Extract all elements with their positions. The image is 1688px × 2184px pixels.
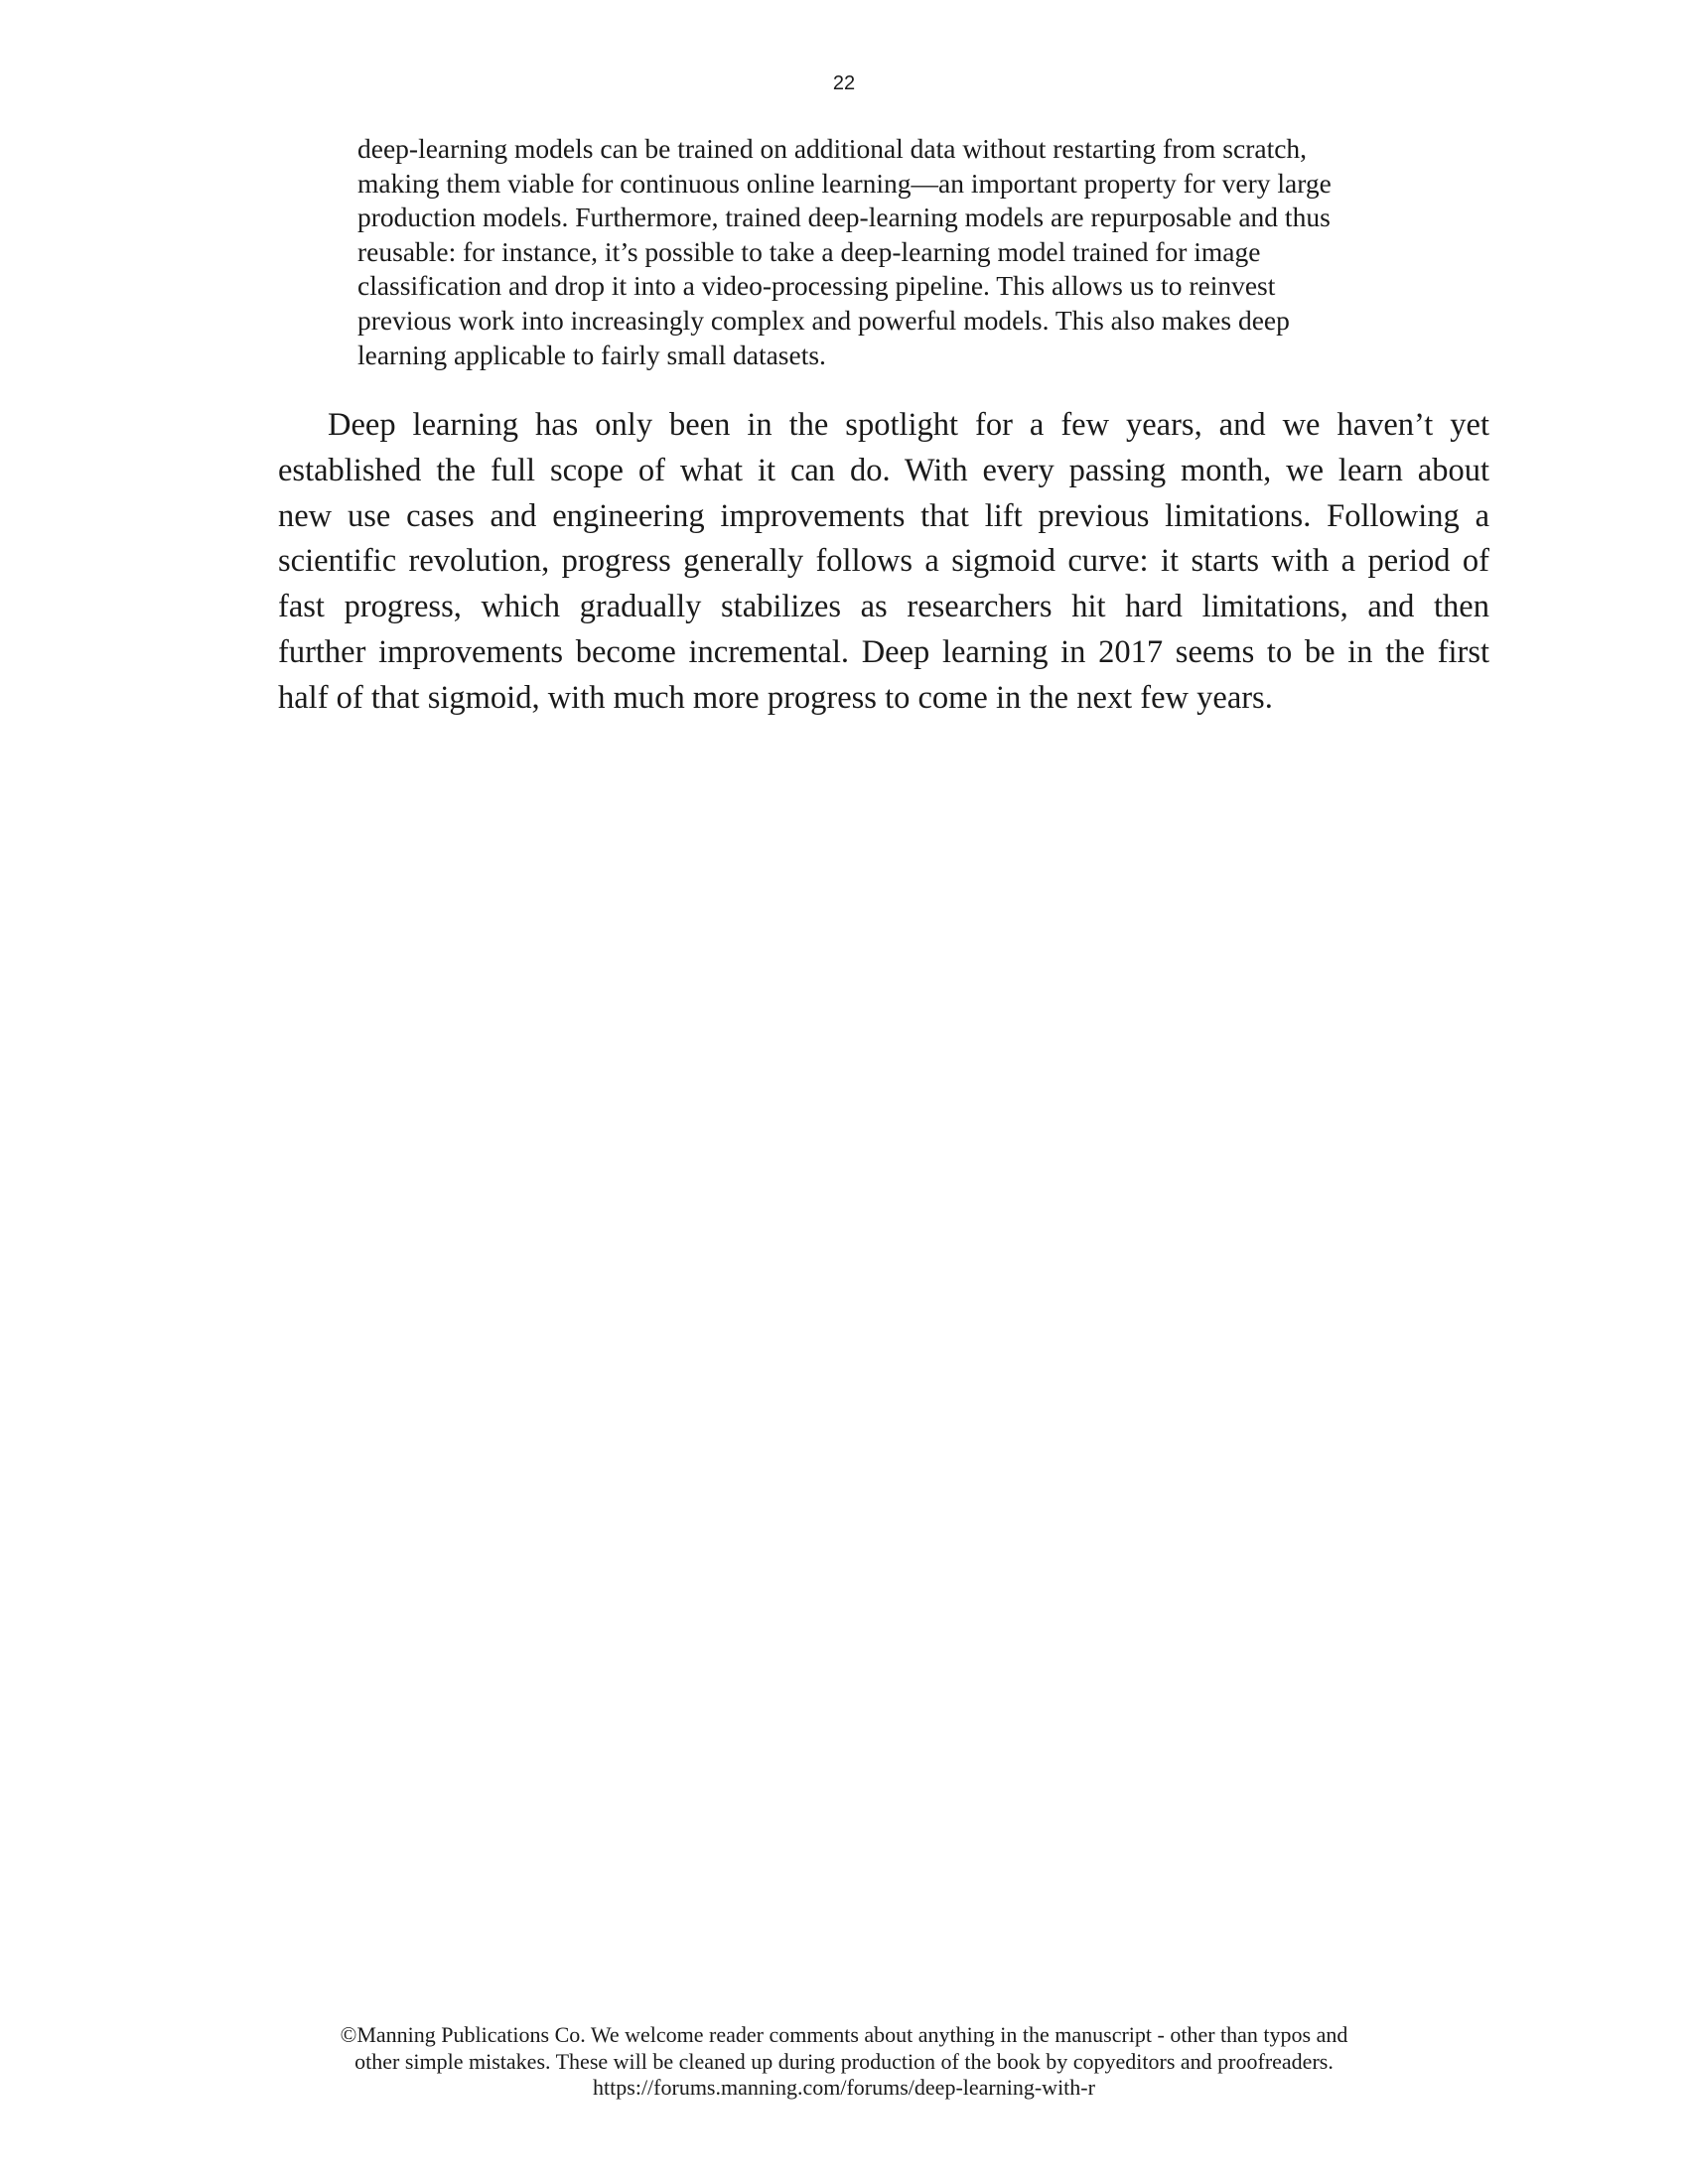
forum-url: https://forums.manning.com/forums/deep-learning-with-r [593, 2075, 1095, 2100]
indented-block-paragraph [357, 132, 1470, 372]
page-number: 22 [832, 72, 856, 94]
copyright-footer [0, 2022, 1688, 2102]
block-line: making them viable for continuous online learning—an important property for very large [357, 167, 1332, 199]
body-line: fast progress, which gradually stabilizes as researchers hit hard limitations, and then [278, 589, 1489, 625]
body-line: scientific revolution, progress generally follows a sigmoid curve: it starts with a period of [278, 543, 1489, 580]
body-line: half of that sigmoid, with much more progress to come in the next few years. [278, 679, 1273, 716]
block-line: previous work into increasingly complex and powerful models. This also makes deep [357, 304, 1290, 336]
block-line: classification and drop it into a video-processing pipeline. This allows us to reinvest [357, 270, 1276, 302]
body-line: established the full scope of what it can do. With every passing month, we learn about [278, 452, 1489, 488]
body-line: new use cases and engineering improvements that lift previous limitations. Following a [278, 497, 1489, 534]
block-line: production models. Furthermore, trained deep-learning models are repurposable and thus [357, 202, 1331, 233]
body-paragraph [278, 403, 1489, 722]
block-line: learning applicable to fairly small datasets. [357, 339, 826, 370]
footer-line: other simple mistakes. These will be cleaned up during production of the book by copyeditors and proofreaders. [354, 2048, 1334, 2074]
block-line: deep-learning models can be trained on additional data without restarting from scratch, [357, 133, 1308, 164]
body-line: further improvements become incremental. Deep learning in 2017 seems to be in the first [278, 633, 1489, 670]
block-line: reusable: for instance, it’s possible to take a deep-learning model trained for image [357, 235, 1261, 267]
body-line: Deep learning has only been in the spotlight for a few years, and we haven’t yet [328, 407, 1489, 443]
footer-line: ©Manning Publications Co. We welcome reader comments about anything in the manuscript - other than typos and [340, 2022, 1348, 2047]
